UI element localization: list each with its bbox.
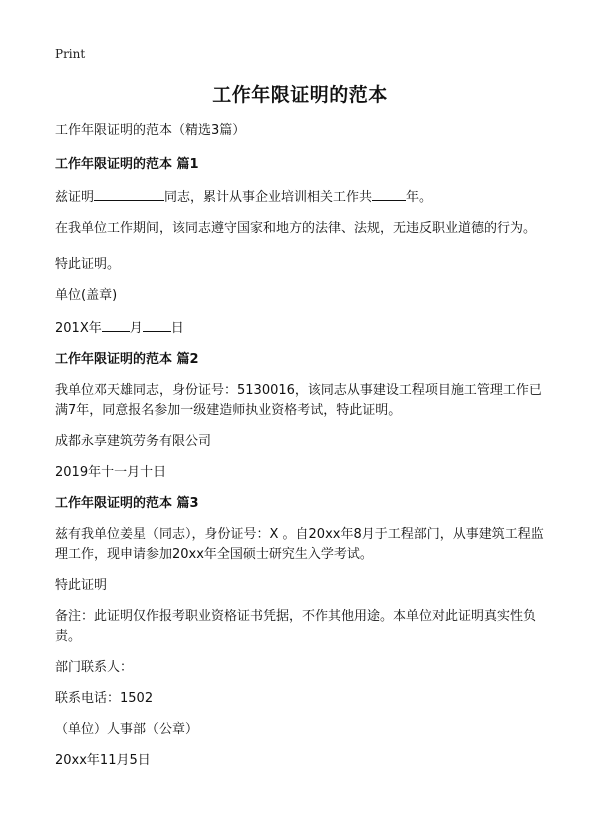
section-1-line-1-part-b: 同志，累计从事企业培训相关工作共 — [164, 190, 373, 205]
section-3-phone: 联系电话：1502 — [55, 691, 154, 706]
section-1-line-1-part-a: 兹证明 — [55, 190, 95, 205]
page-title: 工作年限证明的范本 — [212, 84, 388, 106]
section-2-heading: 工作年限证明的范本 篇2 — [55, 352, 199, 367]
blank-line-day — [143, 317, 171, 332]
section-3-seal: （单位）人事部（公章） — [55, 722, 199, 737]
section-1-date — [55, 317, 547, 339]
document-body — [55, 121, 547, 771]
section-3-contact: 部门联系人： — [55, 660, 134, 675]
section-2-date: 2019年十一月十日 — [55, 465, 167, 480]
blank-line-month — [102, 317, 130, 332]
intro-text: 工作年限证明的范本（精选3篇） — [55, 123, 246, 138]
section-2-company: 成都永享建筑劳务有限公司 — [55, 434, 212, 449]
section-3-paragraph-2: 特此证明 — [55, 578, 108, 593]
blank-line-name — [94, 186, 164, 201]
section-3-heading: 工作年限证明的范本 篇3 — [55, 496, 199, 511]
section-1-date-day: 日 — [170, 321, 184, 336]
section-1-line-1 — [55, 186, 547, 208]
section-3-date: 20xx年11月5日 — [55, 753, 151, 768]
section-3-paragraph-1: 兹有我单位姜星（同志），身份证号：X 。自20xx年8月于工程部门，从事建筑工程监理工作，现申请参加20xx年全国硕士研究生入学考试。 — [55, 527, 544, 562]
print-link[interactable]: Print — [55, 47, 86, 61]
section-2-paragraph-1: 我单位邓天雄同志，身份证号：5130016，该同志从事建设工程项目施工管理工作已满7年，同意报名参加一级建造师执业资格考试，特此证明。 — [55, 383, 542, 418]
section-1-paragraph-2: 在我单位工作期间，该同志遵守国家和地方的法律、法规，无违反职业道德的行为。 — [55, 221, 537, 236]
blank-line-years — [372, 186, 406, 201]
section-1-paragraph-3: 特此证明。 — [55, 257, 121, 272]
section-1-date-month: 月 — [129, 321, 143, 336]
section-1-paragraph-4: 单位(盖章) — [55, 288, 118, 303]
section-1-heading: 工作年限证明的范本 篇1 — [55, 157, 199, 172]
section-1-date-year: 201X年 — [55, 321, 102, 336]
section-3-paragraph-3: 备注：此证明仅作报考职业资格证书凭据，不作其他用途。本单位对此证明真实性负责。 — [55, 609, 537, 644]
section-1-line-1-part-c: 年。 — [406, 190, 433, 205]
